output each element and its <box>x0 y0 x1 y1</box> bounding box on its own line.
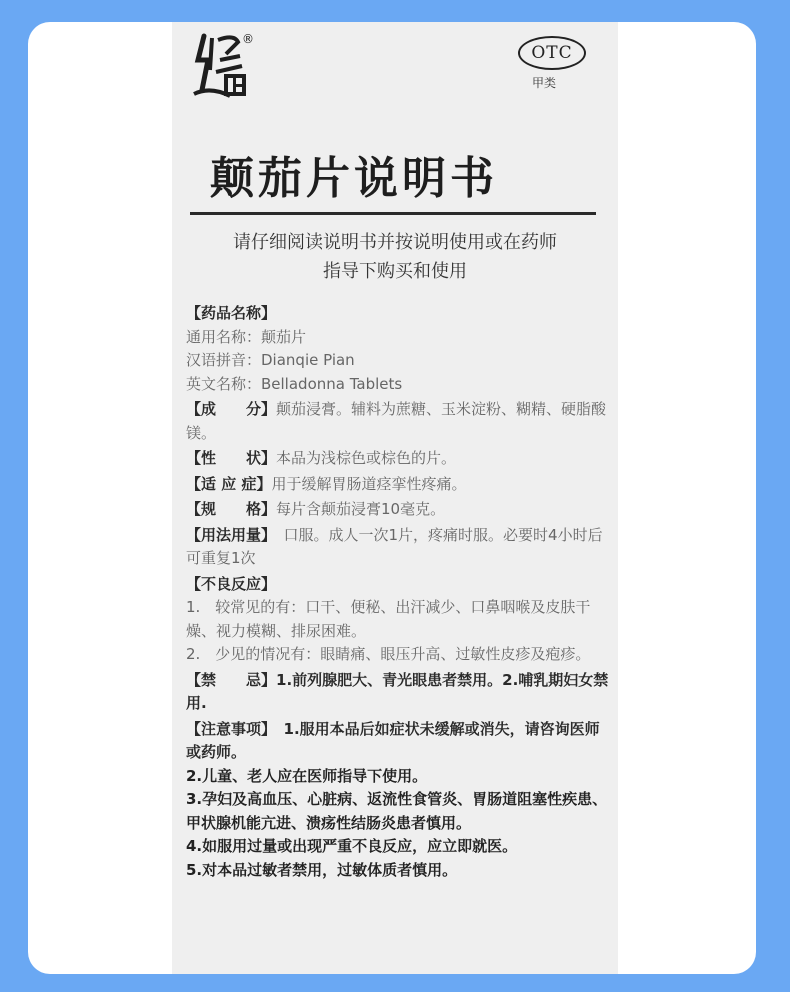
otc-class-label: 甲类 <box>532 76 557 90</box>
contra-value: 1.前列腺肥大、青光眼患者禁用。2.哺乳期妇女禁用. <box>186 670 609 712</box>
indication-value: 用于缓解胃肠道痉挛性疼痛。 <box>271 474 467 493</box>
caution-key: 【注意事项】 <box>186 719 269 738</box>
appearance-value: 本品为浅棕色或棕色的片。 <box>276 449 457 467</box>
generic-name: 通用名称：颠茄片 <box>186 327 307 346</box>
pinyin-name: 汉语拼音：Dianqie Pian <box>186 351 355 369</box>
notice-line-2: 指导下购买和使用 <box>323 261 467 282</box>
section-appearance <box>186 447 610 471</box>
document-title: 颠茄片说明书 <box>210 153 498 204</box>
section-spec <box>186 498 610 522</box>
ingredients-value: 颠茄浸膏。辅料为蔗糖、玉米淀粉、糊精、硬脂酸镁。 <box>186 400 607 442</box>
usage-key: 【用法用量】 <box>186 525 269 544</box>
caution-item-4: 4.如服用过量或出现严重不良反应，应立即就医。 <box>186 837 518 855</box>
section-ingredients <box>186 398 610 445</box>
caution-item-5: 5.对本品过敏者禁用，过敏体质者慎用。 <box>186 860 458 879</box>
brand-logo <box>190 30 250 100</box>
section-drug-name <box>186 302 610 396</box>
registered-mark: ® <box>242 32 254 46</box>
caution-item-2: 2.儿童、老人应在医师指导下使用。 <box>186 766 428 785</box>
indication-key: 【适 应 症】 <box>186 474 272 493</box>
adverse-header: 【不良反应】 <box>186 574 277 593</box>
drug-name-header: 【药品名称】 <box>186 304 277 322</box>
adverse-item-2: 2. 少见的情况有：眼睛痛、眼压升高、过敏性皮疹及疱疹。 <box>186 645 591 663</box>
usage-value: 口服。成人一次1片，疼痛时服。必要时4小时后可重复1次 <box>186 525 603 567</box>
adverse-item-1: 1. 较常见的有：口干、便秘、出汗减少、口鼻咽喉及皮肤干燥、视力模糊、排尿困难。 <box>186 598 591 640</box>
appearance-key: 【性 状】 <box>186 449 277 467</box>
section-cautions <box>186 718 610 883</box>
caution-item-1: 1.服用本品后如症状未缓解或消失，请咨询医师或药师。 <box>186 719 600 761</box>
english-name: 英文名称：Belladonna Tablets <box>186 374 403 393</box>
contra-key: 【禁 忌】 <box>186 670 277 689</box>
spec-value: 每片含颠茄浸膏10毫克。 <box>276 500 446 518</box>
section-indication <box>186 473 610 497</box>
section-usage <box>186 524 610 571</box>
leaflet-body <box>186 302 610 884</box>
usage-notice <box>190 228 600 286</box>
section-contraindications <box>186 669 610 716</box>
ingredients-key: 【成 分】 <box>186 400 277 418</box>
otc-badge: OTC <box>518 36 586 70</box>
title-divider <box>190 212 596 215</box>
spec-key: 【规 格】 <box>186 500 277 518</box>
section-adverse <box>186 573 610 667</box>
caution-item-3: 3.孕妇及高血压、心脏病、返流性食管炎、胃肠道阻塞性疾患、甲状腺机能亢进、溃疡性结肠炎患者慎用。 <box>186 790 608 832</box>
notice-line-1: 请仔细阅读说明书并按说明使用或在药师 <box>233 232 557 253</box>
